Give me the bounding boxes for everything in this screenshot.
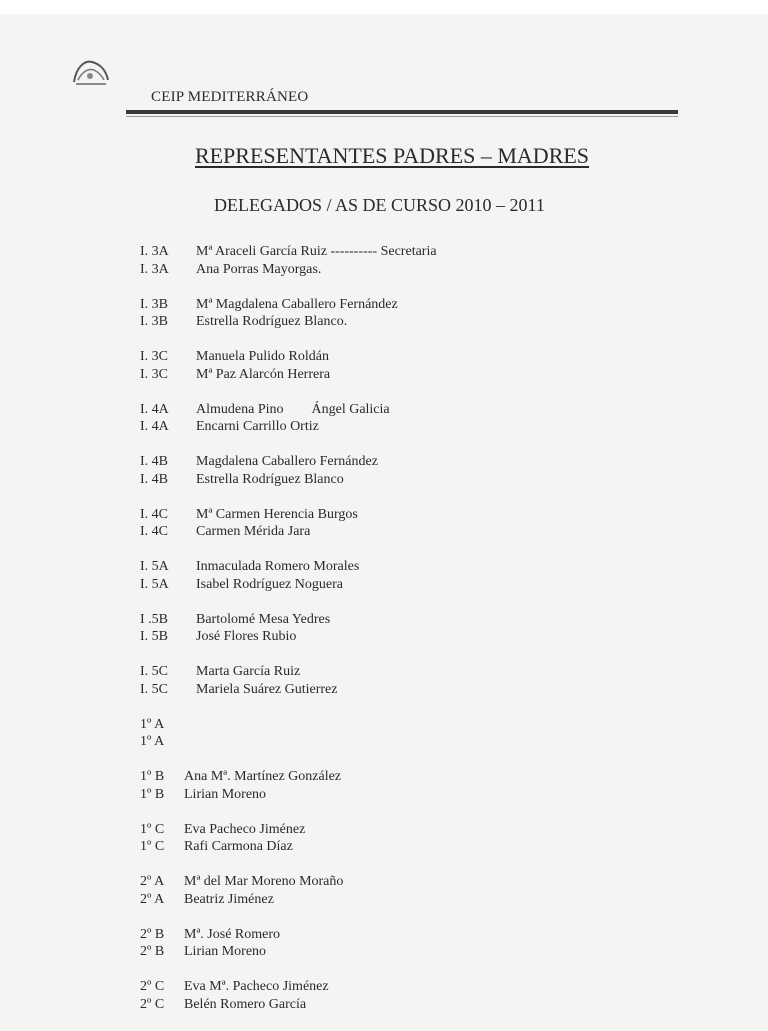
list-item bbox=[140, 523, 437, 541]
course-group bbox=[140, 401, 437, 436]
course-code: 1º B bbox=[140, 786, 165, 802]
course-group bbox=[140, 873, 437, 908]
delegate-name: Mª Paz Alarcón Herrera bbox=[196, 366, 331, 382]
list-item bbox=[140, 313, 437, 331]
page-title: REPRESENTANTES PADRES – MADRES bbox=[194, 143, 590, 168]
delegates-list bbox=[140, 243, 437, 1031]
list-item bbox=[140, 716, 437, 734]
delegate-name: Rafi Carmona Díaz bbox=[184, 839, 293, 854]
course-code: I. 3A bbox=[140, 244, 169, 259]
list-item bbox=[140, 576, 437, 594]
course-code: I. 3B bbox=[140, 296, 168, 312]
list-item bbox=[140, 978, 437, 996]
list-item bbox=[140, 996, 437, 1014]
list-item bbox=[140, 296, 437, 314]
list-item bbox=[140, 926, 437, 944]
course-group bbox=[140, 978, 437, 1013]
delegate-name: Ana Mª. Martínez González bbox=[184, 769, 342, 784]
list-item bbox=[140, 768, 437, 786]
course-code: I. 4B bbox=[140, 471, 168, 487]
course-code: 1º B bbox=[140, 769, 165, 784]
list-item bbox=[140, 943, 437, 961]
school-name: CEIP MEDITERRÁNEO bbox=[151, 89, 309, 105]
course-group bbox=[140, 243, 437, 278]
course-code: I. 3B bbox=[140, 314, 168, 329]
course-code: 1º C bbox=[140, 839, 165, 854]
delegate-name: Beatriz Jiménez bbox=[184, 891, 274, 907]
delegate-name: Eva Pacheco Jiménez bbox=[184, 821, 306, 837]
course-group bbox=[140, 558, 437, 593]
list-item bbox=[140, 821, 437, 839]
list-item bbox=[140, 891, 437, 909]
course-code: I. 3C bbox=[140, 349, 168, 364]
list-item bbox=[140, 471, 437, 489]
delegate-name: Estrella Rodríguez Blanco bbox=[196, 471, 344, 487]
delegate-name: Encarni Carrillo Ortiz bbox=[196, 419, 319, 434]
course-code: I. 4C bbox=[140, 506, 168, 522]
delegate-name: Manuela Pulido Roldán bbox=[196, 349, 329, 364]
list-item bbox=[140, 838, 437, 856]
delegate-name: Bartolomé Mesa Yedres bbox=[196, 611, 331, 627]
delegate-name: Inmaculada Romero Morales bbox=[196, 559, 360, 574]
delegate-name: Marta García Ruiz bbox=[196, 664, 301, 679]
course-code: 2º A bbox=[140, 874, 165, 889]
course-group bbox=[140, 296, 437, 331]
course-group bbox=[140, 348, 437, 383]
list-item bbox=[140, 558, 437, 576]
course-code: I. 5C bbox=[140, 681, 168, 697]
list-item bbox=[140, 611, 437, 629]
delegate-name: Belén Romero García bbox=[184, 996, 307, 1012]
school-crest-icon bbox=[70, 56, 112, 90]
list-item bbox=[140, 681, 437, 699]
course-code: I. 5B bbox=[140, 629, 168, 644]
list-item bbox=[140, 453, 437, 471]
scan-page-edge bbox=[0, 0, 768, 14]
course-code: 2º B bbox=[140, 944, 165, 959]
course-code: 1º C bbox=[140, 821, 165, 837]
page-subtitle: DELEGADOS / AS DE CURSO 2010 – 2011 bbox=[214, 195, 545, 215]
course-code: I. 3A bbox=[140, 261, 169, 277]
course-group bbox=[140, 611, 437, 646]
delegate-name: Mª Magdalena Caballero Fernández bbox=[196, 296, 398, 312]
course-code: I .5B bbox=[140, 611, 168, 627]
course-code: 1º A bbox=[140, 716, 165, 732]
delegate-name: Lirian Moreno bbox=[184, 786, 267, 802]
course-code: I. 5A bbox=[140, 559, 169, 574]
delegate-name: José Flores Rubio bbox=[196, 629, 297, 644]
course-code: 2º C bbox=[140, 979, 165, 994]
course-code: I. 5C bbox=[140, 664, 168, 679]
list-item bbox=[140, 786, 437, 804]
list-item bbox=[140, 261, 437, 279]
delegate-name: Magdalena Caballero Fernández bbox=[196, 454, 378, 469]
list-item bbox=[140, 366, 437, 384]
delegate-name: Mª Araceli García Ruiz ---------- Secretaria bbox=[196, 244, 437, 259]
list-item bbox=[140, 506, 437, 524]
delegate-name: Almudena Pino Ángel Galicia bbox=[196, 401, 390, 417]
delegate-name: Mariela Suárez Gutierrez bbox=[196, 681, 338, 697]
course-group bbox=[140, 926, 437, 961]
list-item bbox=[140, 418, 437, 436]
course-code: 2º C bbox=[140, 996, 165, 1012]
list-item bbox=[140, 243, 437, 261]
course-group bbox=[140, 768, 437, 803]
list-item bbox=[140, 628, 437, 646]
course-group bbox=[140, 453, 437, 488]
course-code: I. 4B bbox=[140, 454, 168, 469]
course-code: I. 4A bbox=[140, 419, 169, 434]
list-item bbox=[140, 401, 437, 419]
course-group bbox=[140, 663, 437, 698]
delegate-name: Mª Carmen Herencia Burgos bbox=[196, 506, 358, 522]
header-rule bbox=[126, 110, 678, 114]
header-rule-thin bbox=[126, 116, 678, 117]
course-code: I. 4C bbox=[140, 524, 168, 539]
course-code: 2º B bbox=[140, 926, 165, 942]
list-item bbox=[140, 348, 437, 366]
course-group bbox=[140, 506, 437, 541]
course-code: 1º A bbox=[140, 734, 165, 749]
delegate-name: Estrella Rodríguez Blanco. bbox=[196, 314, 348, 329]
delegate-name: Mª del Mar Moreno Moraño bbox=[184, 874, 344, 889]
list-item bbox=[140, 663, 437, 681]
course-code: I. 5A bbox=[140, 576, 169, 592]
delegate-name: Eva Mª. Pacheco Jiménez bbox=[184, 979, 329, 994]
course-group bbox=[140, 716, 437, 751]
course-group bbox=[140, 821, 437, 856]
course-code: 2º A bbox=[140, 891, 165, 907]
delegate-name: Ana Porras Mayorgas. bbox=[196, 261, 322, 277]
course-code: I. 4A bbox=[140, 401, 169, 417]
delegate-name: Lirian Moreno bbox=[184, 944, 267, 959]
course-code: I. 3C bbox=[140, 366, 168, 382]
delegate-name: Carmen Mérida Jara bbox=[196, 524, 311, 539]
delegate-name: Isabel Rodríguez Noguera bbox=[196, 576, 343, 592]
delegate-name: Mª. José Romero bbox=[184, 926, 281, 942]
list-item bbox=[140, 873, 437, 891]
list-item bbox=[140, 733, 437, 751]
